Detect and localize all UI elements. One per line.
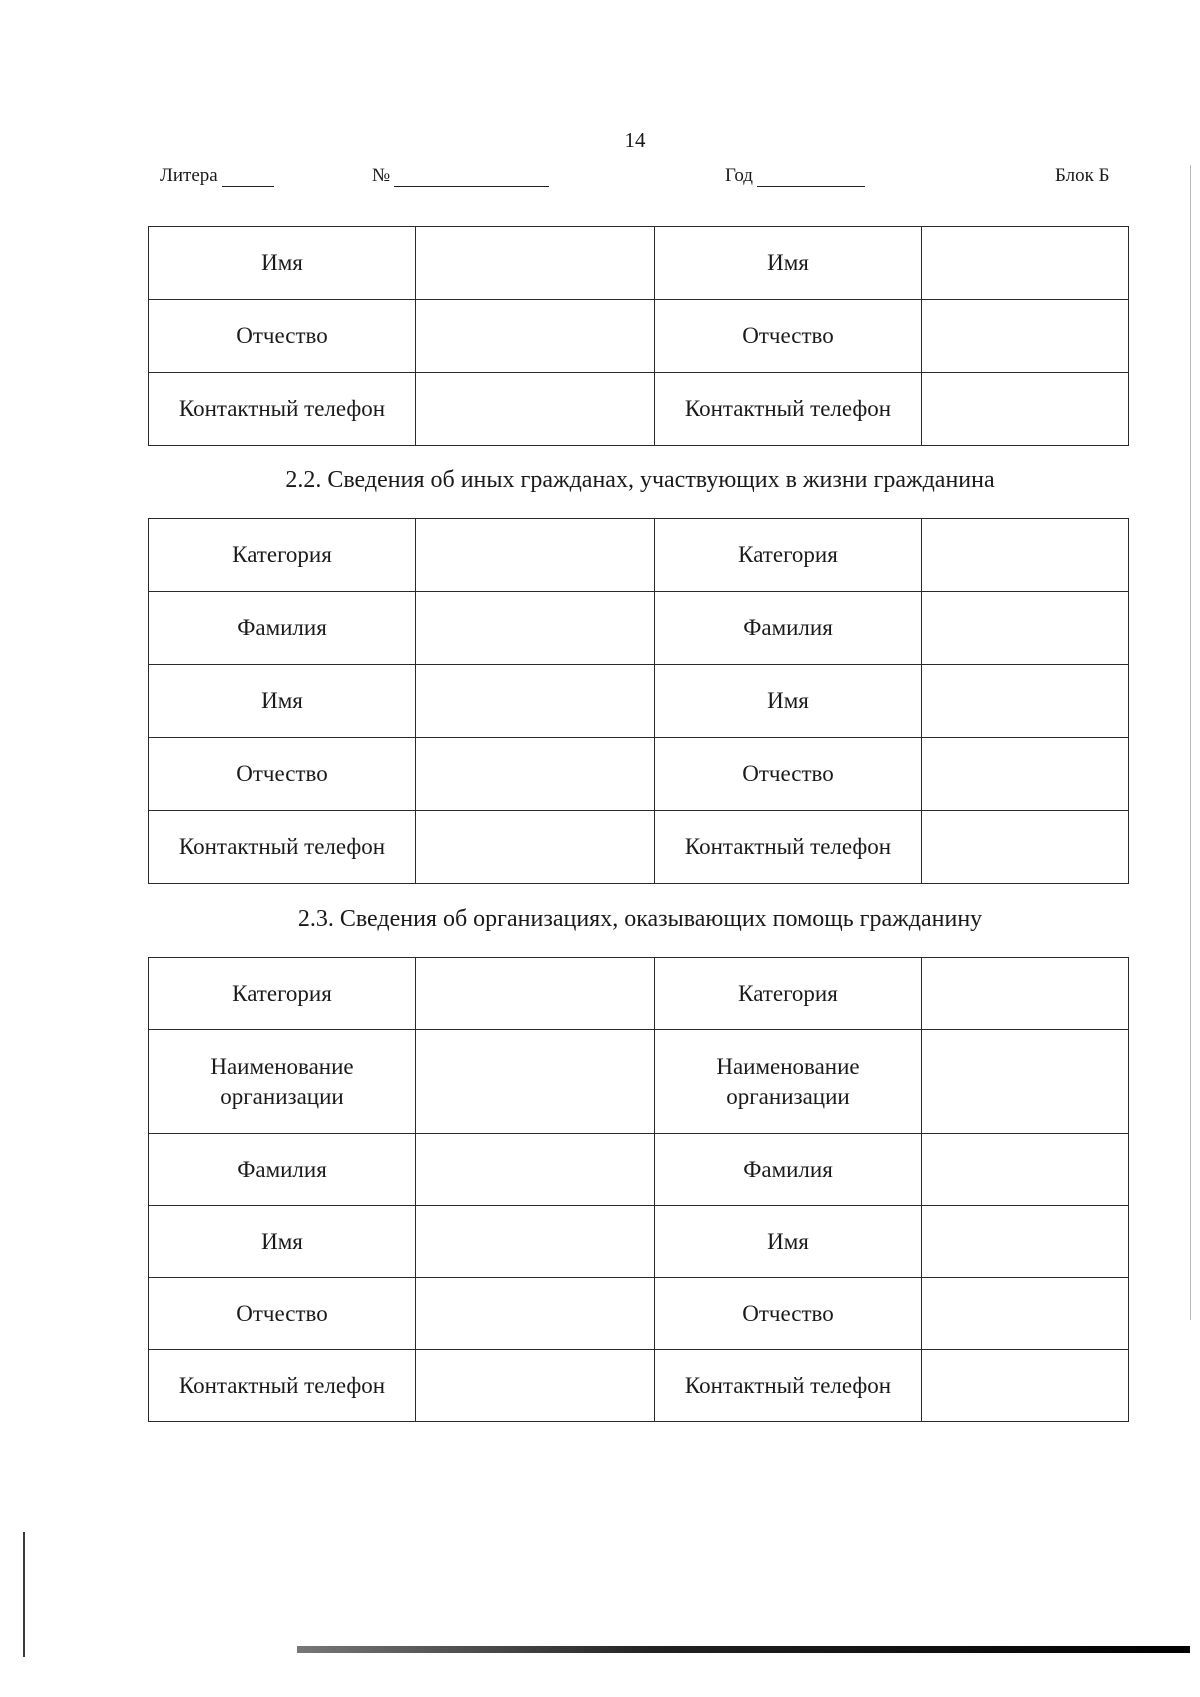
organizations-table <box>148 957 1129 1422</box>
field-label: Наименование организации <box>655 1030 922 1134</box>
field-value-cell[interactable] <box>416 1350 655 1422</box>
field-value-cell[interactable] <box>416 738 655 811</box>
field-value-cell[interactable] <box>416 1134 655 1206</box>
field-value-cell[interactable] <box>922 958 1129 1030</box>
field-label: Отчество <box>149 1278 416 1350</box>
number-blank[interactable] <box>394 168 549 187</box>
field-value-cell[interactable] <box>922 300 1129 373</box>
field-value-cell[interactable] <box>416 958 655 1030</box>
field-label: Отчество <box>149 738 416 811</box>
field-label: Имя <box>149 665 416 738</box>
field-value-cell[interactable] <box>922 519 1129 592</box>
table-row <box>149 300 1129 373</box>
field-label: Контактный телефон <box>655 811 922 884</box>
section-title-2-2: 2.2. Сведения об иных гражданах, участвующих в жизни гражданина <box>285 467 995 493</box>
table-row <box>149 738 1129 811</box>
field-value-cell[interactable] <box>416 519 655 592</box>
field-label: Контактный телефон <box>655 1350 922 1422</box>
field-value-cell[interactable] <box>416 1206 655 1278</box>
litera-field[interactable] <box>160 165 274 187</box>
litera-label: Литера <box>160 165 218 186</box>
block-label: Блок Б <box>1055 165 1110 186</box>
field-label: Имя <box>655 227 922 300</box>
scan-margin-line <box>1190 165 1191 1320</box>
table-row <box>149 1206 1129 1278</box>
field-label: Контактный телефон <box>655 373 922 446</box>
field-value-cell[interactable] <box>922 738 1129 811</box>
table-row <box>149 1278 1129 1350</box>
field-label: Отчество <box>149 300 416 373</box>
table-row <box>149 665 1129 738</box>
field-label: Категория <box>149 519 416 592</box>
field-value-cell[interactable] <box>922 665 1129 738</box>
field-value-cell[interactable] <box>416 373 655 446</box>
field-label: Фамилия <box>655 1134 922 1206</box>
field-value-cell[interactable] <box>922 373 1129 446</box>
field-label: Фамилия <box>655 592 922 665</box>
year-blank[interactable] <box>757 168 865 187</box>
field-label: Фамилия <box>149 592 416 665</box>
field-value-cell[interactable] <box>416 592 655 665</box>
field-value-cell[interactable] <box>922 1030 1129 1134</box>
table-row <box>149 1030 1129 1134</box>
field-value-cell[interactable] <box>416 665 655 738</box>
number-label: № <box>372 165 391 186</box>
field-label: Контактный телефон <box>149 373 416 446</box>
field-value-cell[interactable] <box>922 592 1129 665</box>
field-value-cell[interactable] <box>922 1350 1129 1422</box>
year-field[interactable] <box>725 165 865 187</box>
field-label: Отчество <box>655 738 922 811</box>
field-value-cell[interactable] <box>416 227 655 300</box>
field-value-cell[interactable] <box>922 1206 1129 1278</box>
contact-table-continued <box>148 226 1129 446</box>
field-value-cell[interactable] <box>416 1278 655 1350</box>
table-row <box>149 958 1129 1030</box>
field-label: Имя <box>149 227 416 300</box>
field-label: Имя <box>655 665 922 738</box>
section-title-2-3: 2.3. Сведения об организациях, оказывающих помощь гражданину <box>297 906 983 932</box>
table-row <box>149 373 1129 446</box>
field-value-cell[interactable] <box>922 1278 1129 1350</box>
table-row <box>149 1350 1129 1422</box>
scan-bottom-bar <box>297 1646 1190 1653</box>
field-label: Имя <box>149 1206 416 1278</box>
field-label: Категория <box>655 519 922 592</box>
year-label: Год <box>725 165 753 186</box>
field-label: Категория <box>655 958 922 1030</box>
field-value-cell[interactable] <box>922 811 1129 884</box>
field-label: Имя <box>655 1206 922 1278</box>
field-label: Контактный телефон <box>149 1350 416 1422</box>
litera-blank[interactable] <box>222 168 274 187</box>
table-row <box>149 519 1129 592</box>
table-row <box>149 811 1129 884</box>
field-label: Отчество <box>655 300 922 373</box>
field-value-cell[interactable] <box>416 1030 655 1134</box>
field-value-cell[interactable] <box>416 300 655 373</box>
field-value-cell[interactable] <box>922 1134 1129 1206</box>
field-label: Контактный телефон <box>149 811 416 884</box>
page-number: 14 <box>624 128 646 152</box>
other-citizens-table <box>148 518 1129 884</box>
field-label: Фамилия <box>149 1134 416 1206</box>
field-label: Категория <box>149 958 416 1030</box>
field-label: Отчество <box>655 1278 922 1350</box>
field-label: Наименование организации <box>149 1030 416 1134</box>
table-row <box>149 1134 1129 1206</box>
field-value-cell[interactable] <box>416 811 655 884</box>
table-row <box>149 592 1129 665</box>
field-value-cell[interactable] <box>922 227 1129 300</box>
number-field[interactable] <box>372 165 549 187</box>
table-row <box>149 227 1129 300</box>
scan-margin-line <box>23 1532 25 1657</box>
